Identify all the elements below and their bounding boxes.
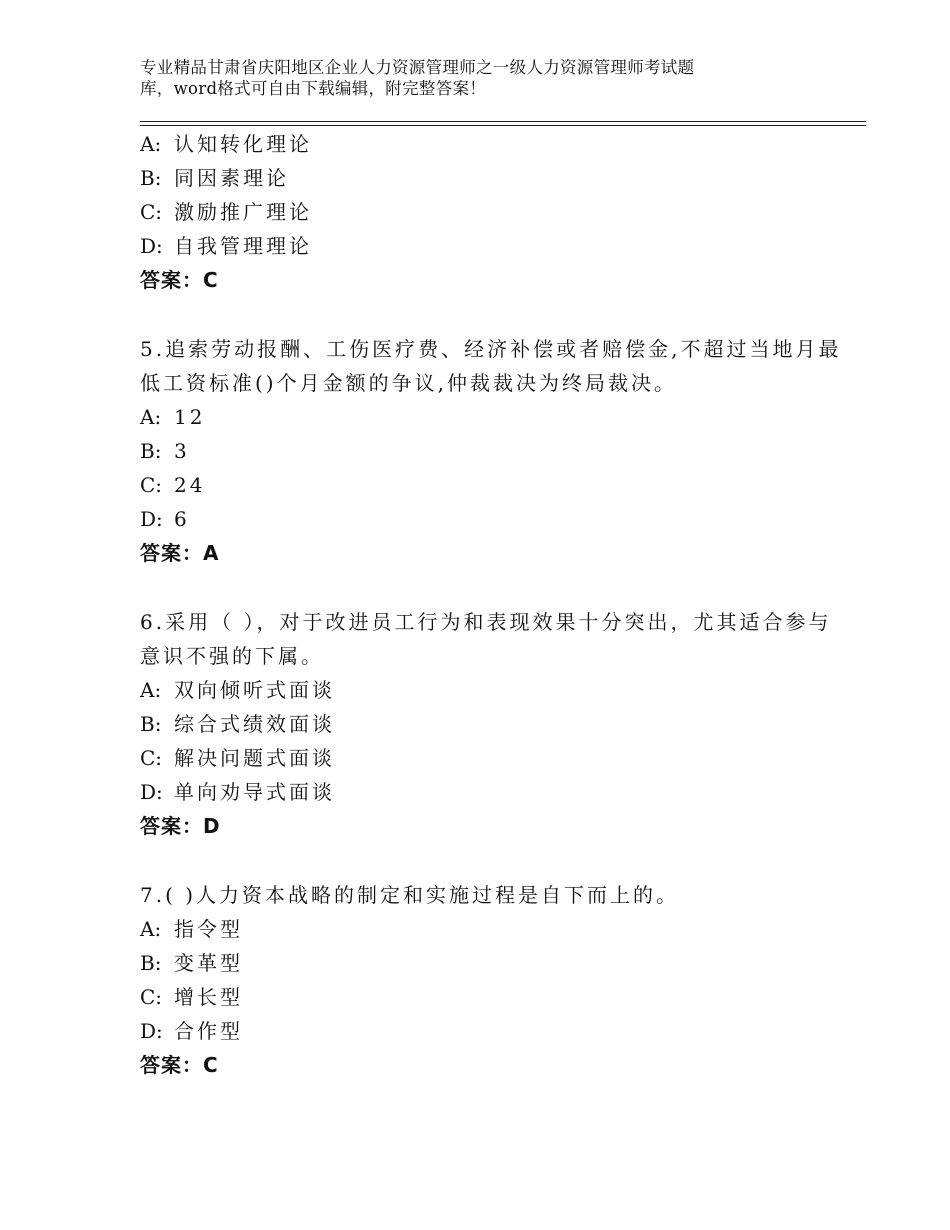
q7-option-b [140, 950, 243, 976]
option-letter: C: [140, 746, 163, 770]
header-title-line-1: 专业精品甘肃省庆阳地区企业人力资源管理师之一级人力资源管理师考试题 [140, 58, 695, 77]
q6-option-b [140, 711, 335, 737]
q4-answer: 答案：C [140, 268, 219, 292]
option-text: 解决问题式面谈 [174, 746, 335, 770]
q6-option-c [140, 745, 335, 771]
option-text: 增长型 [174, 985, 243, 1009]
option-letter: C: [140, 985, 163, 1009]
q6-option-d [140, 779, 335, 805]
option-text: 自我管理理论 [174, 234, 312, 258]
option-letter: D: [140, 780, 163, 804]
option-letter: D: [140, 507, 163, 531]
header-divider-bottom [140, 125, 866, 126]
document-header [140, 57, 780, 99]
option-letter: A: [140, 132, 162, 156]
q5-option-b [140, 438, 190, 464]
option-text: 激励推广理论 [174, 200, 312, 224]
option-text: 指令型 [174, 917, 243, 941]
option-text: 变革型 [174, 951, 243, 975]
header-divider-top [140, 121, 866, 122]
q6-stem-line-2: 意识不强的下属。 [140, 644, 324, 668]
option-text: 双向倾听式面谈 [174, 678, 335, 702]
option-text: 12 [174, 405, 206, 429]
header-title-line-2: 库，word格式可自由下载编辑，附完整答案！ [140, 79, 487, 98]
option-text: 3 [174, 439, 190, 463]
q5-stem-line-1: 5.追索劳动报酬、工伤医疗费、经济补偿或者赔偿金,不超过当地月最 [140, 337, 842, 361]
q6-answer: 答案：D [140, 814, 221, 838]
q4-option-b [140, 165, 289, 191]
option-letter: A: [140, 917, 162, 941]
option-letter: D: [140, 234, 163, 258]
q7-option-d [140, 1018, 243, 1044]
option-text: 单向劝导式面谈 [174, 780, 335, 804]
option-letter: C: [140, 473, 163, 497]
q7-option-c [140, 984, 243, 1010]
option-letter: B: [140, 166, 162, 190]
q5-option-d [140, 506, 190, 532]
q5-option-a [140, 404, 205, 430]
q4-option-a [140, 131, 312, 157]
option-text: 24 [174, 473, 206, 497]
q7-answer: 答案：C [140, 1053, 219, 1077]
option-text: 合作型 [174, 1019, 243, 1043]
q5-option-c [140, 472, 205, 498]
q7-option-a [140, 916, 243, 942]
q5-answer: 答案：A [140, 541, 220, 565]
q6-stem-line-1: 6.采用（ ），对于改进员工行为和表现效果十分突出，尤其适合参与 [140, 610, 832, 634]
q7-stem-line-1: 7.( )人力资本战略的制定和实施过程是自下而上的。 [140, 883, 680, 907]
option-letter: B: [140, 712, 162, 736]
q6-option-a [140, 677, 335, 703]
q4-option-d [140, 233, 312, 259]
option-text: 6 [174, 507, 190, 531]
option-text: 认知转化理论 [174, 132, 312, 156]
option-text: 同因素理论 [174, 166, 289, 190]
option-letter: A: [140, 678, 162, 702]
q4-option-c [140, 199, 312, 225]
option-letter: D: [140, 1019, 163, 1043]
q5-stem-line-2: 低工资标准()个月金额的争议,仲裁裁决为终局裁决。 [140, 371, 677, 395]
option-letter: C: [140, 200, 163, 224]
option-letter: B: [140, 951, 162, 975]
option-letter: A: [140, 405, 162, 429]
option-text: 综合式绩效面谈 [174, 712, 335, 736]
option-letter: B: [140, 439, 162, 463]
